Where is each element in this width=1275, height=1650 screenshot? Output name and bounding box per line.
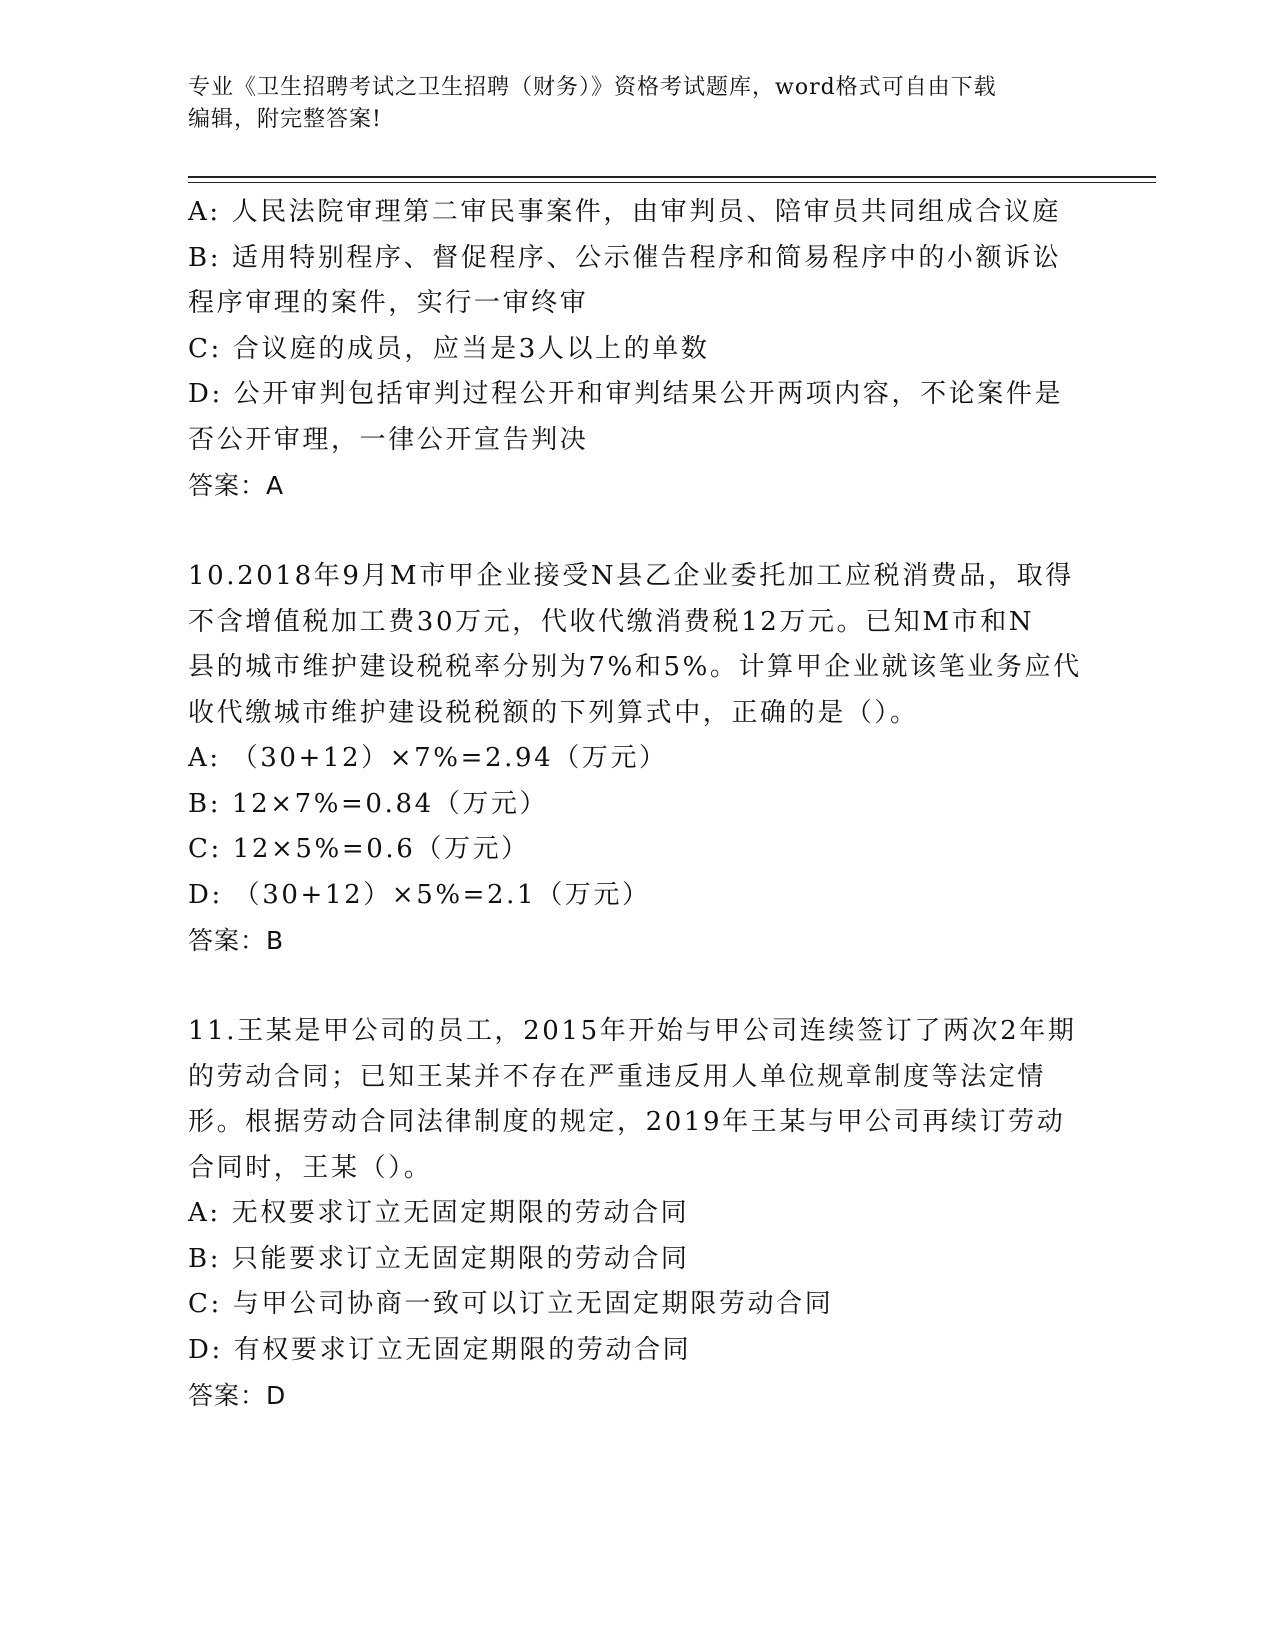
spacer <box>188 509 1088 555</box>
spacer <box>188 964 1088 1010</box>
q11-option-a: A: 无权要求订立无固定期限的劳动合同 <box>188 1198 690 1228</box>
q9-option-c: C: 合议庭的成员，应当是3人以上的单数 <box>188 333 710 364</box>
q10-option-c: C: 12×5%=0.6（万元） <box>188 834 530 864</box>
header-rule-thin <box>188 182 1156 183</box>
q10-stem-line-4: 收代缴城市维护建设税税额的下列算式中，正确的是（）。 <box>188 697 919 728</box>
q10-answer: 答案：B <box>188 926 285 955</box>
q9-option-b-line-1: B: 适用特别程序、督促程序、公示催告程序和简易程序中的小额诉讼 <box>188 242 1062 273</box>
question-11 <box>188 1009 1088 1419</box>
q9-option-d-line-1: D: 公开审判包括审判过程公开和审判结果公开两项内容，不论案件是 <box>188 379 1064 409</box>
header-line-1: 专业《卫生招聘考试之卫生招聘（财务）》资格考试题库，word格式可自由下载 <box>188 75 997 100</box>
document-body <box>188 190 1088 1419</box>
header-line-2: 编辑，附完整答案! <box>188 107 382 132</box>
q10-option-d: D: （30+12）×5%=2.1（万元） <box>188 879 651 910</box>
q11-answer: 答案：D <box>188 1381 287 1410</box>
q9-option-a: A: 人民法院审理第二审民事案件，由审判员、陪审员共同组成合议庭 <box>188 197 1062 227</box>
document-header <box>188 72 1088 136</box>
q10-stem-line-1: 10.2018年9月M市甲企业接受N县乙企业委托加工应税消费品，取得 <box>188 561 1074 591</box>
q9-answer: 答案：A <box>188 471 285 500</box>
q11-stem-line-4: 合同时，王某（）。 <box>188 1152 433 1183</box>
q11-stem-line-1: 11.王某是甲公司的员工，2015年开始与甲公司连续签订了两次2年期 <box>188 1016 1077 1046</box>
question-9 <box>188 190 1088 509</box>
q10-stem-line-3: 县的城市维护建设税税率分别为7%和5%。计算甲企业就该笔业务应代 <box>188 652 1082 682</box>
q11-option-b: B: 只能要求订立无固定期限的劳动合同 <box>188 1243 690 1274</box>
question-10 <box>188 554 1088 964</box>
q10-option-b: B: 12×7%=0.84（万元） <box>188 788 549 819</box>
q10-stem-line-2: 不含增值税加工费30万元，代收代缴消费税12万元。已知M市和N <box>188 606 1035 637</box>
q10-option-a: A: （30+12）×7%=2.94（万元） <box>188 743 668 773</box>
q11-option-d: D: 有权要求订立无固定期限的劳动合同 <box>188 1334 692 1365</box>
q11-stem-line-3: 形。根据劳动合同法律制度的规定，2019年王某与甲公司再续订劳动 <box>188 1107 1066 1137</box>
q11-option-c: C: 与甲公司协商一致可以订立无固定期限劳动合同 <box>188 1289 834 1319</box>
q9-option-d-line-2: 否公开审理，一律公开宣告判决 <box>188 424 589 455</box>
q11-stem-line-2: 的劳动合同；已知王某并不存在严重违反用人单位规章制度等法定情 <box>188 1061 1047 1092</box>
q9-option-b-line-2: 程序审理的案件，实行一审终审 <box>188 288 589 318</box>
header-rule-thick <box>188 176 1156 178</box>
